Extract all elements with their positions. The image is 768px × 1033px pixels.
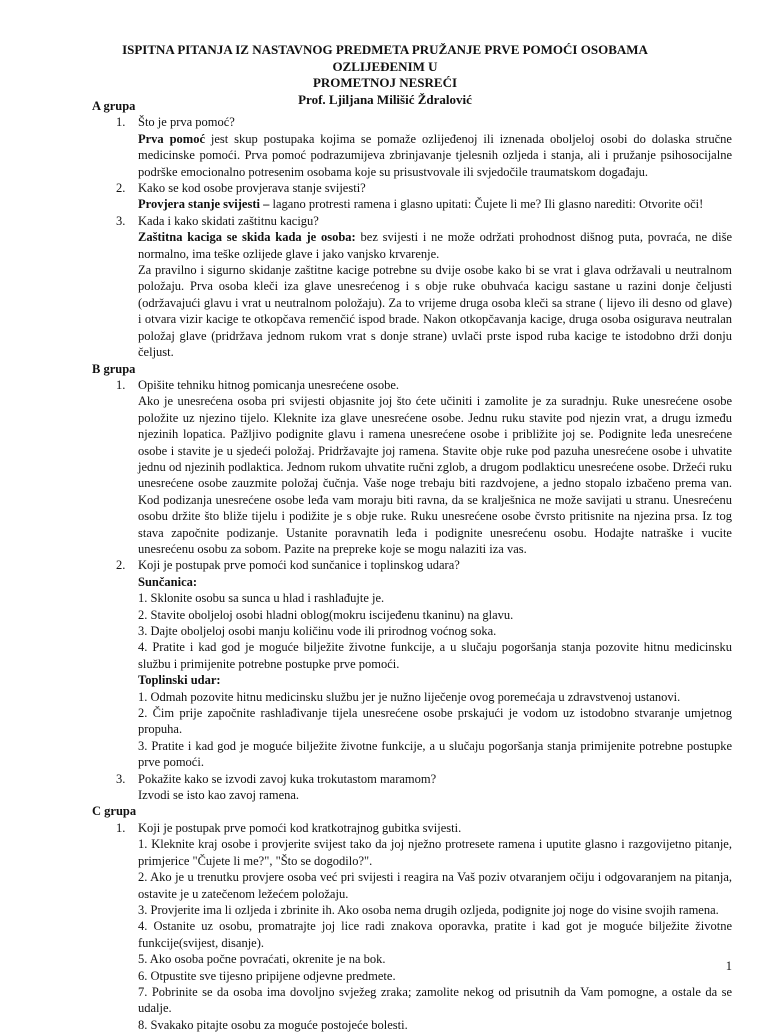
list-item: 3. Pratite i kad god je moguće bilježite životne funkcije, a u slučaju pogoršanja stanja primijenite potrebne postupke prve pomoći. — [138, 738, 732, 770]
question-b1 — [92, 377, 732, 393]
answer-lead: Prva pomoć — [138, 131, 205, 146]
group-b-heading: B grupa — [92, 361, 136, 376]
question-a2 — [92, 180, 732, 196]
list-item: 1. Sklonite osobu sa sunca u hlad i rashlađujte je. — [138, 591, 385, 606]
list-item: 4. Pratite i kad god je moguće bilježite životne funkcije, a u slučaju pogoršanja stanja pozovite hitnu medicinsku službu i primijenite potrebne postupke prve pomoći. — [138, 640, 732, 671]
answer-text: bez svijesti i ne može održati prohodnost dišnog puta, povraća, ne diše normalno, ima teške ozlijede glave i jako vanjsko krvarenje. — [138, 230, 732, 261]
answer-b3 — [138, 787, 732, 803]
question-number: 2. — [116, 558, 126, 573]
list-item: 8. Svakako pitajte osobu za moguće postojeće bolesti. — [138, 1017, 408, 1032]
question-text: Koji je postupak prve pomoći kod sunčanice i toplinskog udara? — [138, 558, 460, 573]
answer-text: jest skup postupaka kojima se pomaže ozlijeđenoj ili iznenada oboljeloj osobi do dolaska stručne medicinske pomoći. Prva pomoć podrazumijeva zbrinjavanje tjelesnih ozljeda i stanja, ali i pružanje psihosocijalne podrške emocionalno potresenim osobama koje su prisustvovale ili svjedočile traumatskom događaju. — [138, 131, 732, 179]
question-text: Kada i kako skidati zaštitnu kacigu? — [138, 213, 319, 228]
list-item: 3. Provjerite ima li ozljeda i zbrinite ih. Ako osoba nema drugih ozljeda, podignite joj noge do visine svojih ramena. — [138, 902, 719, 917]
question-a1 — [92, 114, 732, 130]
question-number: 1. — [116, 377, 126, 392]
list-item: 4. Ostanite uz osobu, promatrajte joj lice radi znakova oporavka, pratite i kad got je moguće bilježite životne funkcije(svijest, disanje). — [138, 919, 732, 950]
question-text: Opišite tehniku hitnog pomicanja unesrećene osobe. — [138, 377, 400, 392]
list-item: 6. Otpustite sve tijesno pripijene odjevne predmete. — [138, 968, 396, 983]
answer-lead: Zaštitna kaciga se skida kada je osoba: — [138, 230, 356, 245]
group-a-heading: A grupa — [92, 99, 136, 113]
question-a3 — [92, 213, 732, 229]
question-text: Kako se kod osobe provjerava stanje svijesti? — [138, 181, 366, 196]
question-b3 — [92, 771, 732, 787]
question-b2 — [92, 557, 732, 573]
title-line-1: ISPITNA PITANJA IZ NASTAVNOG PREDMETA PRUŽANJE PRVE POMOĆI OSOBAMA OZLIJEĐENIM U — [122, 42, 648, 74]
list-item: 2. Stavite oboljeloj osobi hladni oblog(mokru iscijeđenu tkaninu) na glavu. — [138, 607, 514, 622]
question-c1 — [92, 820, 732, 836]
question-text: Što je prva pomoć? — [138, 115, 235, 130]
author-line: Prof. Ljiljana Milišić Ždralović — [298, 91, 472, 107]
answer-a2 — [138, 196, 732, 212]
answer-lead: Provjera stanje svijesti – — [138, 197, 270, 212]
list-item: 1. Odmah pozovite hitnu medicinsku službu jer je nužno liječenje ovog poremećaja u zdravstvenoj ustanovi. — [138, 689, 681, 704]
list-item: 7. Pobrinite se da osoba ima dovoljno svježeg zraka; zamolite nekog od prisutnih da Vam pomogne, a ostale da se udalje. — [138, 984, 732, 1016]
subheading-toplinski-udar: Toplinski udar: — [138, 673, 221, 688]
question-text: Pokažite kako se izvodi zavoj kuka trokutastom maramom? — [138, 771, 437, 786]
question-number: 2. — [116, 181, 126, 196]
answer-a3 — [138, 229, 732, 360]
list-item: 1. Kleknite kraj osobe i provjerite svijest tako da joj nježno protresete ramena i uputite glasno i razgovijetno pitanje, primjerice "Čujete li me?", "Što se dogodilo?". — [138, 837, 732, 868]
answer-b2 — [138, 574, 732, 771]
page-number: 1 — [725, 959, 732, 973]
list-item: 3. Dajte oboljeloj osobi manju količinu vode ili prirodnog voćnog soka. — [138, 624, 497, 638]
list-item: 2. Ako je u trenutku provjere osoba već pri svijesti i reagira na Vaš poziv otvaranjem očiju i odgovaranjem na pitanja, ostavite je u zatečenom ležećem položaju. — [138, 870, 732, 901]
list-item: 5. Ako osoba počne povraćati, okrenite je na bok. — [138, 952, 386, 967]
answer-b1 — [138, 393, 732, 557]
list-item: 2. Čim prije započnite rashlađivanje tijela unesrećene osobe prskajući je vodom uz istodobno stvaranje umjetnog propuha. — [138, 706, 732, 737]
title-line-2: PROMETNOJ NESREĆI — [312, 75, 458, 90]
answer-c1 — [138, 836, 732, 1033]
document-body — [92, 98, 732, 1033]
subheading-suncanica: Sunčanica: — [138, 574, 198, 589]
answer-text: lagano protresti ramena i glasno upitati: Čujete li me? Ili glasno narediti: Otvorite oči! — [269, 197, 704, 212]
answer-paragraph: Izvodi se isto kao zavoj ramena. — [138, 788, 300, 803]
question-number: 3. — [116, 771, 126, 786]
question-number: 1. — [116, 820, 126, 835]
answer-a1 — [138, 131, 732, 180]
question-number: 1. — [116, 115, 126, 130]
group-c-heading: C grupa — [92, 804, 137, 819]
answer-paragraph: Za pravilno i sigurno skidanje zaštitne kacige potrebne su dvije osobe kako bi se vrat i glava održavali u neutralnom položaju. Prva osoba kleči iza glave unesrećenog i s obje ruke obuhvaća kacigu sastane u razini donje čeljusti (održavajući glavu i vrat u neutralnom položaju). Za to vrijeme druga osoba kleči sa strane ( lijevo ili desno od glave) i otvara vizir kacige te otkopčava remenčić ispod brade. Nakon otkopčavanja kacige, druga osoba osigurava neutralan položaj glave (pridržava jednom rukom vrat s donje strane) uvlači prste ispod ruba kacige te istodobno drži donju čeljust. — [138, 263, 732, 360]
question-text: Koji je postupak prve pomoći kod kratkotrajnog gubitka svijesti. — [138, 820, 462, 835]
answer-paragraph: Ako je unesrećena osoba pri svijesti objasnite joj što ćete učiniti i zamolite je za suradnju. Ruke unesrećene osobe položite uz njezino tijelo. Kleknite iza glave unesrećene osobe. Jednu ruku stavite pod njezin vrat, a drugu između njezinih lopatica. Pažljivo podignite glavu i ramena unesrećene osobe i približite joj se. Podignite leđa unesrećene osobe i stavite je u sjedeći položaj. Pridržavajte joj ramena. Stavite obje ruke pod pazuha unesrećene osobe i uhvatite jednu od njezinih podlaktica. Jednom rukom uhvatite ručni zglob, a drugom podlakticu unesrećene osobe. Držeći ruku unesrećene osobe zauzmite položaj čučnja. Vaše noge trebaju biti razdvojene, a jedno stopalo izbačeno prema van. Kod podizanja unesrećene osobe leđa vam moraju biti ravna, da se kralješnica ne može savijati u stranu. Unesrećenu osobu držite što bliže tijelu i podižite je s obje ruke. Ruku unesrećene osobe čvrsto pritisnite na njezina prsa. Iz tog stava započnite podizanje. Ustanite poravnatih leđa i podignite unesrećenu osobu. Hodajte natraške i vucite unesrećenu osobu za sobom. Pazite na prepreke koje se mogu nalaziti iza vas. — [138, 394, 732, 556]
question-number: 3. — [116, 213, 126, 228]
